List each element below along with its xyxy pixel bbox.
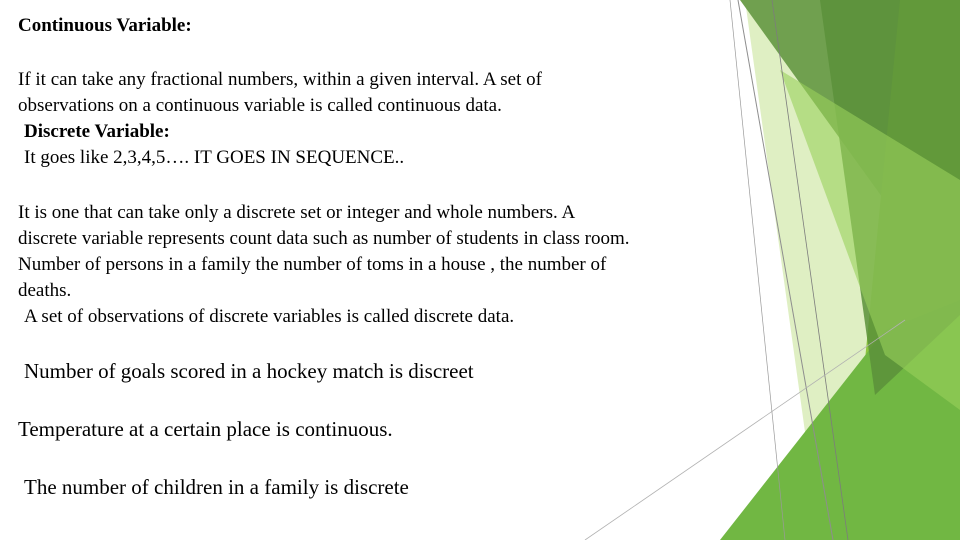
discrete-sequence-text: It goes like 2,3,4,5…. IT GOES IN SEQUENCE.. bbox=[24, 147, 405, 168]
example-hockey-goals: Number of goals scored in a hockey match is discreet bbox=[24, 359, 474, 383]
discrete-definition-line-3: Number of persons in a family the number of toms in a house , the number of bbox=[18, 254, 607, 275]
discrete-definition-line-2: discrete variable represents count data such as number of students in class room. bbox=[18, 228, 630, 249]
continuous-variable-heading: Continuous Variable: bbox=[18, 15, 192, 36]
continuous-definition-line-1: If it can take any fractional numbers, within a given interval. A set of bbox=[18, 69, 542, 90]
discrete-variable-heading: Discrete Variable: bbox=[24, 121, 170, 142]
continuous-definition-line-2: observations on a continuous variable is called continuous data. bbox=[18, 95, 502, 116]
discrete-definition-line-1: It is one that can take only a discrete set or integer and whole numbers. A bbox=[18, 202, 576, 223]
discrete-definition-line-5: A set of observations of discrete variables is called discrete data. bbox=[24, 306, 515, 327]
example-temperature: Temperature at a certain place is continuous. bbox=[18, 417, 393, 441]
example-children-family: The number of children in a family is discrete bbox=[24, 475, 409, 499]
discrete-definition-line-4: deaths. bbox=[18, 280, 72, 301]
